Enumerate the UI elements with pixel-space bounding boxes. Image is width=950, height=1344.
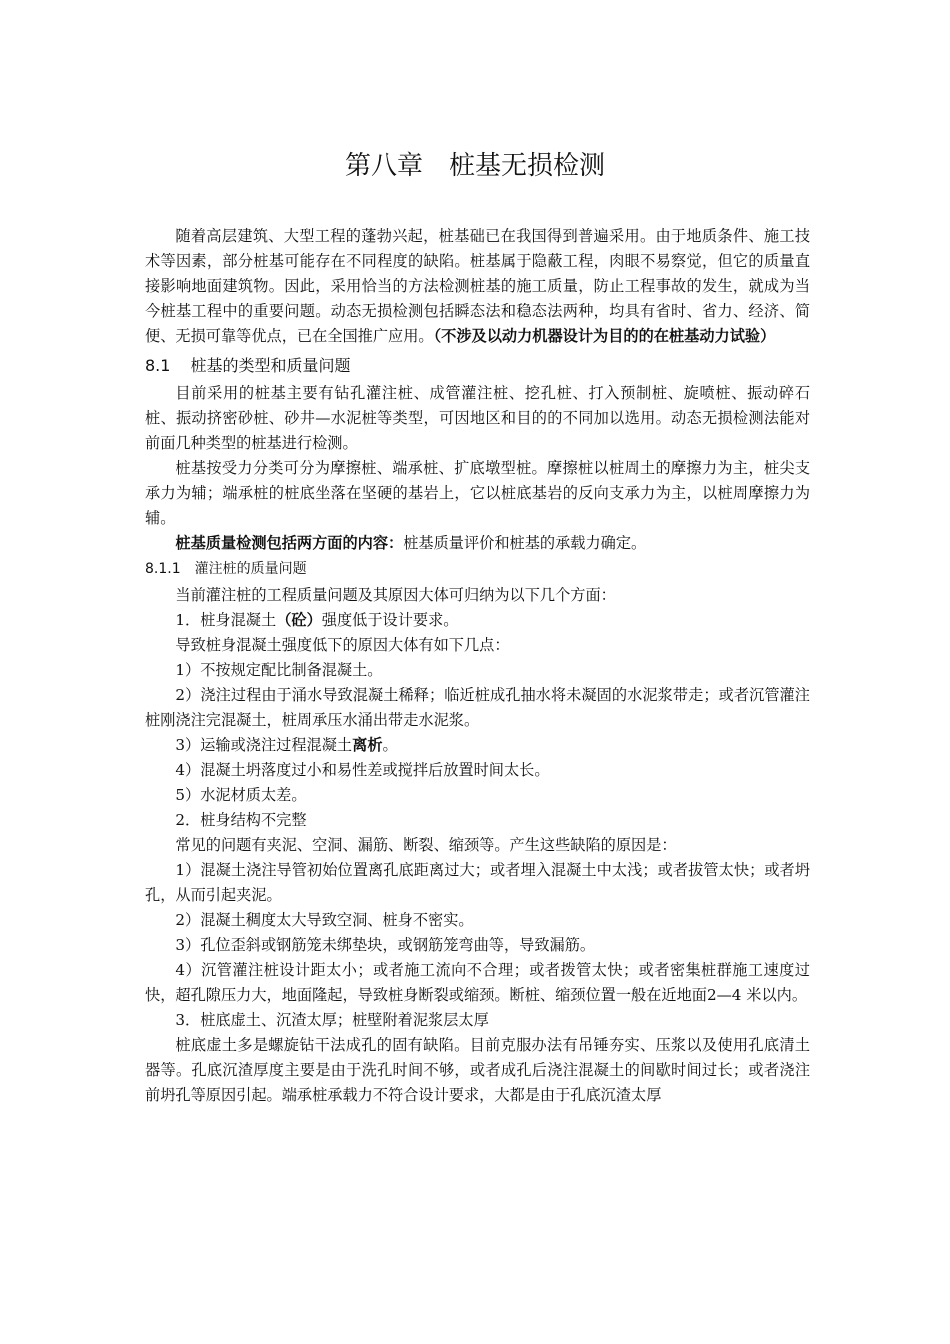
quality-inspection-bold: 桩基质量检测包括两方面的内容： xyxy=(175,534,404,552)
section-heading-8-1 xyxy=(145,351,810,381)
item-2-heading: 2．桩身结构不完整 xyxy=(175,811,307,829)
pile-force-classification-paragraph: 桩基按受力分类可分为摩擦桩、端承桩、扩底墩型桩。摩擦桩以桩周土的摩擦力为主，桩尖支承力为辅；端承桩的桩底坐落在坚硬的基岩上，它以桩底基岩的反向支承力为主，以桩周摩擦力为辅。 xyxy=(145,459,810,527)
chapter-title: 第八章 桩基无损检测 xyxy=(344,151,605,181)
intro-paragraph xyxy=(145,224,810,349)
reason-3-bold: 离析 xyxy=(352,736,383,754)
intro-text: 随着高层建筑、大型工程的蓬勃兴起，桩基础已在我国得到普遍采用。由于地质条件、施工技术等因素，部分桩基可能存在不同程度的缺陷。桩基属于隐蔽工程，肉眼不易察觉，但它的质量直接影响地面建筑物。因此，采用恰当的方法检测桩基的施工质量，防止工程事故的发生，就成为当今桩基工程中的重要问题。动态无损检测包括瞬态法和稳态法两种，均具有省时、省力、经济、简便、无损可靠等优点，已在全国推广应用。 xyxy=(145,227,810,345)
item-1-lead: 导致桩身混凝土强度低下的原因大体有如下几点： xyxy=(175,636,510,654)
reason-3-text-b: 。 xyxy=(382,736,398,754)
section-title: 桩基的类型和质量问题 xyxy=(190,356,351,375)
subsection-title: 灌注桩的质量问题 xyxy=(194,561,307,577)
pile-types-paragraph: 目前采用的桩基主要有钻孔灌注桩、成管灌注桩、挖孔桩、打入预制桩、旋喷桩、振动碎石桩、振动挤密砂桩、砂井—水泥桩等类型，可因地区和目的的不同加以选用。动态无损检测法能对前面几种类型的桩基进行检测。 xyxy=(145,384,810,452)
item-2-reason: 3）孔位歪斜或钢筋笼未绑垫块，或钢筋笼弯曲等，导致漏筋。 xyxy=(175,936,596,954)
item-1-reason xyxy=(145,733,810,758)
item-1-text-b: 强度低于设计要求。 xyxy=(321,611,459,629)
item-2-reason: 1）混凝土浇注导管初始位置离孔底距离过大；或者埋入混凝土中太浅；或者拔管太快；或者坍孔，从而引起夹泥。 xyxy=(145,861,810,904)
item-1-heading xyxy=(145,608,810,633)
item-2-lead: 常见的问题有夹泥、空洞、漏筋、断裂、缩颈等。产生这些缺陷的原因是： xyxy=(175,836,677,854)
item-1-reason: 4）混凝土坍落度过小和易性差或搅拌后放置时间太长。 xyxy=(175,761,550,779)
item-2-reason: 4）沉管灌注桩设计距太小；或者施工流向不合理；或者拨管太快；或者密集桩群施工速度过快，超孔隙压力大，地面隆起，导致桩身断裂或缩颈。断桩、缩颈位置一般在近地面2—4 米以内。 xyxy=(145,961,810,1004)
section-number: 8.1 xyxy=(145,356,171,375)
reason-3-text-a: 3）运输或浇注过程混凝土 xyxy=(175,736,353,754)
quality-inspection-text: 桩基质量评价和桩基的承载力确定。 xyxy=(403,534,647,552)
document-body xyxy=(145,224,810,1108)
quality-inspection-paragraph xyxy=(145,531,810,556)
item-2-reason: 2）混凝土稠度太大导致空洞、桩身不密实。 xyxy=(175,911,474,929)
cast-pile-intro: 当前灌注桩的工程质量问题及其原因大体可归纳为以下几个方面： xyxy=(175,586,616,604)
item-1-text-a: 1．桩身混凝土 xyxy=(175,611,277,629)
item-1-reason: 1）不按规定配比制备混凝土。 xyxy=(175,661,383,679)
subsection-heading-8-1-1 xyxy=(145,556,810,583)
item-3-text: 桩底虚土多是螺旋钻干法成孔的固有缺陷。目前克服办法有吊锤夯实、压浆以及使用孔底清土器等。孔底沉渣厚度主要是由于洗孔时间不够，或者成孔后浇注混凝土的间歇时间过长；或者浇注前坍孔等原因引起。端承桩承载力不符合设计要求，大都是由于孔底沉渣太厚 xyxy=(145,1036,810,1104)
item-1-bold: （砼） xyxy=(276,611,322,629)
item-1-reason: 2）浇注过程由于涌水导致混凝土稀释；临近桩成孔抽水将未凝固的水泥浆带走；或者沉管灌注桩刚浇注完混凝土，桩周承压水涌出带走水泥浆。 xyxy=(145,686,810,729)
intro-bold-note: （不涉及以动力机器设计为目的的在桩基动力试验） xyxy=(433,327,776,345)
item-1-reason: 5）水泥材质太差。 xyxy=(175,786,307,804)
subsection-number: 8.1.1 xyxy=(145,561,181,577)
item-3-heading: 3．桩底虚土、沉渣太厚；桩壁附着泥浆层太厚 xyxy=(175,1011,489,1029)
